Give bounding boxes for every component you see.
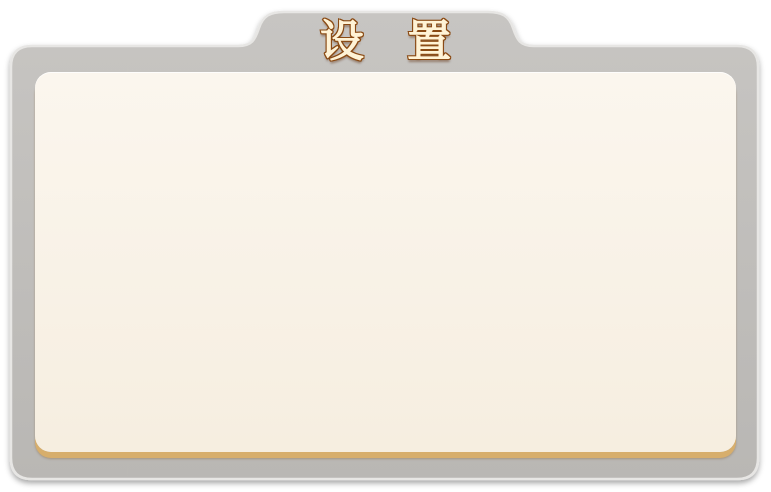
dialog-title: 设 置 — [319, 16, 466, 67]
settings-content-panel — [35, 72, 736, 452]
